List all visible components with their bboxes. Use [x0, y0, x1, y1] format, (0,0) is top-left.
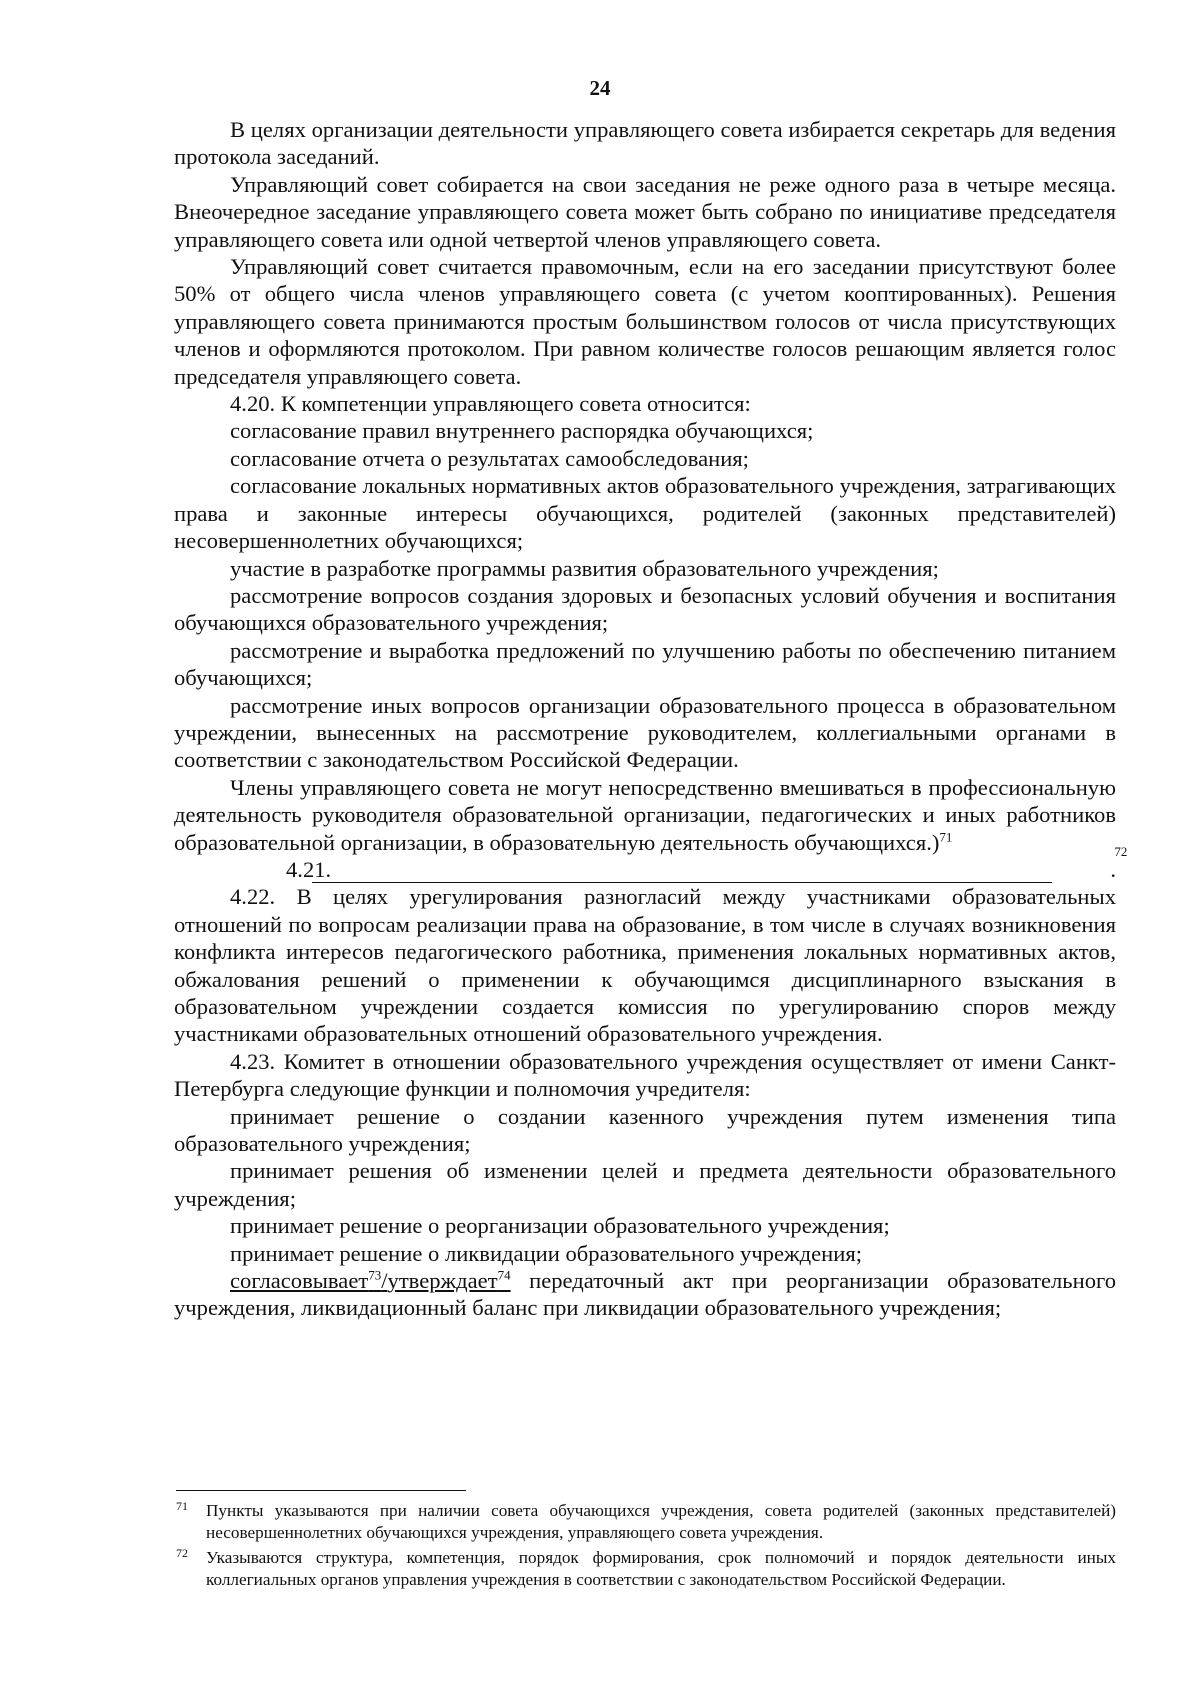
paragraph: В целях организации деятельности управляющего совета избирается секретарь для ведения протокола заседаний. [174, 117, 1116, 170]
section-4-21-blank [174, 843, 1128, 883]
list-item: согласование правил внутреннего распорядка обучающихся; [230, 418, 814, 444]
footnote-71 [176, 1500, 1116, 1543]
fill-in-line [312, 862, 1052, 883]
footnote-text: Указываются структура, компетенция, порядок формирования, срок полномочий и порядок деятельности иных коллегиальных органов управления учреждения в соответствии с законодательством Российской Федерации. [206, 1548, 1116, 1589]
footnote-ref-73[interactable]: 73 [368, 1267, 382, 1283]
footnote-text: Пункты указываются при наличии совета обучающихся учреждения, совета родителей (законных представителей) несовершеннолетних обучающихся учреждения, управляющего совета учреждения. [206, 1501, 1116, 1542]
section-4-20: 4.20. К компетенции управляющего совета относится: [230, 391, 751, 417]
section-tail: . 72 [1110, 843, 1128, 882]
paragraph-rest: передаточный акт при реорганизации образовательного учреждения, ликвидационный баланс при ликвидации образовательного учреждения; [174, 1268, 1116, 1321]
list-item: участие в разработке программы развития образовательного учреждения; [230, 555, 939, 581]
paragraph: Управляющий совет считается правомочным, если на его заседании присутствуют более 50% от общего числа членов управляющего совета (с учетом кооптированных). Решения управляющего совета принимаются простым большинством голосов от числа присутствующих членов и оформляются протоколом. При равном количестве голосов решающим является голос председателя управляющего совета. [174, 254, 1116, 389]
agree-word [230, 1268, 511, 1293]
paragraph-text: Члены управляющего совета не могут непосредственно вмешиваться в профессиональную деятельность руководителя образовательной организации, педагогических и иных работников образовательной организации, в образовательную деятельность обучающихся.) [174, 774, 1116, 855]
page-number: 24 [589, 76, 611, 100]
footnote-separator [176, 1490, 466, 1491]
word-utverzhdaet: утверждает [387, 1268, 498, 1294]
footnote-72 [176, 1547, 1116, 1590]
section-4-22: 4.22. В целях урегулирования разногласий между участниками образовательных отношений по вопросам реализации права на образование, в том числе в случаях возникновения конфликта интересов педагогического работника, применения локальных нормативных актов, обжалования решений о применении к обучающимся дисциплинарного взыскания в образовательном учреждении создается комиссия по урегулированию споров между участниками образовательных отношений образовательного учреждения. [174, 884, 1116, 1047]
section-4-23: 4.23. Комитет в отношении образовательного учреждения осуществляет от имени Санкт-Петербурга следующие функции и полномочия учредителя: [174, 1048, 1116, 1102]
footnote-ref-74[interactable]: 74 [497, 1267, 511, 1283]
word-soglasovyvaet: согласовывает [230, 1268, 369, 1294]
paragraph: Управляющий совет собирается на свои заседания не реже одного раза в четыре месяца. Внеочередное заседание управляющего совета может быть собрано по инициативе председателя управляющего совета или одной четвертой членов управляющего совета. [174, 171, 1116, 252]
footnote-ref-71[interactable]: 71 [939, 829, 953, 845]
list-item: согласование локальных нормативных актов образовательного учреждения, затрагивающих права и законные интересы обучающихся, родителей (законных представителей) несовершеннолетних обучающихся; [174, 473, 1116, 554]
list-item: рассмотрение вопросов создания здоровых и безопасных условий обучения и воспитания обучающихся образовательного учреждения; [174, 582, 1116, 636]
list-item: рассмотрение иных вопросов организации образовательного процесса в образовательном учреждении, вынесенных на рассмотрение руководителем, коллегиальными органами в соответствии с законодательством Российской Федерации. [174, 692, 1116, 773]
list-item: рассмотрение и выработка предложений по улучшению работы по обеспечению питанием обучающихся; [174, 637, 1116, 691]
document-body [174, 116, 1128, 1322]
list-item: согласование отчета о результатах самообследования; [230, 445, 749, 471]
section-number: 4.21. [286, 856, 332, 882]
paragraph-with-footnote [174, 774, 1116, 856]
slash: / [381, 1268, 388, 1294]
footnotes [176, 1500, 1116, 1594]
list-item: принимает решение о ликвидации образовательного учреждения; [230, 1240, 862, 1266]
list-item: принимает решения об изменении целей и предмета деятельности образовательного учреждения; [174, 1158, 1116, 1211]
footnote-number: 71 [176, 1499, 188, 1513]
list-item: принимает решение о создании казенного учреждения путем изменения типа образовательного учреждения; [174, 1103, 1116, 1157]
period: . [1110, 856, 1116, 882]
list-item: принимает решение о реорганизации образовательного учреждения; [230, 1213, 890, 1239]
footnote-number: 72 [176, 1546, 188, 1560]
list-item-approval [174, 1267, 1116, 1322]
